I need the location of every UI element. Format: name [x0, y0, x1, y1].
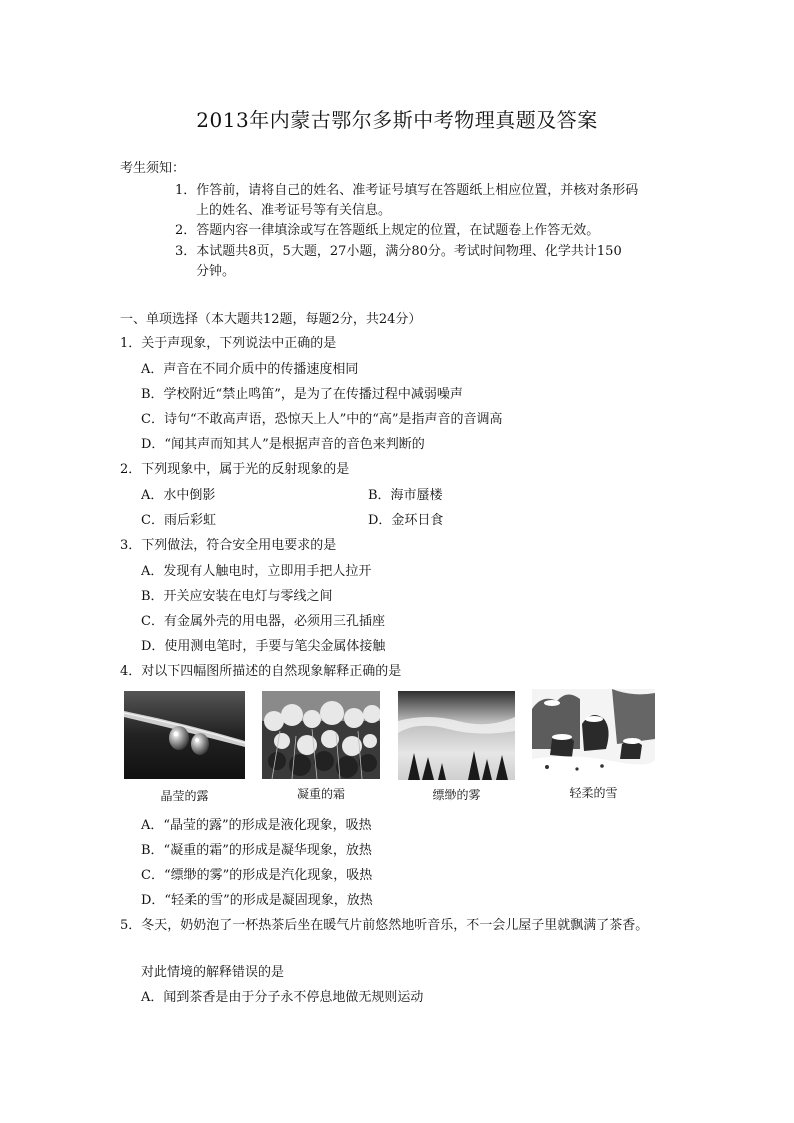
- notice-item-2: 2．答题内容一律填涂或写在答题纸上规定的位置，在试题卷上作答无效。: [175, 223, 600, 238]
- question-2-option-a: A．水中倒影: [141, 488, 216, 503]
- question-3-stem: 3．下列做法，符合安全用电要求的是: [120, 538, 337, 553]
- question-1-stem: 1．关于声现象，下列说法中正确的是: [120, 336, 337, 351]
- notice-item-3: 3．本试题共8页，5大题，27小题，满分80分。考试时间物理、化学共计150: [175, 244, 622, 259]
- question-3-option-a: A．发现有人触电时，立即用手把人拉开: [141, 564, 372, 579]
- fog-photo: [398, 691, 515, 780]
- snow-photo: [532, 689, 655, 777]
- question-3-option-d: D．使用测电笔时，手要与笔尖金属体接触: [141, 639, 386, 654]
- question-2-option-b: B．海市蜃楼: [368, 488, 443, 503]
- question-5-stem: 5．冬天，奶奶泡了一杯热茶后坐在暖气片前悠然地听音乐，不一会儿屋子里就飘满了茶香。: [120, 918, 649, 933]
- question-5-option-a: A．闻到茶香是由于分子永不停息地做无规则运动: [141, 990, 424, 1005]
- notice-heading: 考生须知：: [120, 161, 186, 176]
- question-1-option-a: A．声音在不同介质中的传播速度相同: [141, 362, 359, 377]
- question-5-subprompt: 对此情境的解释错误的是: [141, 965, 285, 980]
- question-4-option-b: B．“凝重的霜”的形成是凝华现象，放热: [141, 843, 372, 858]
- question-2-stem: 2．下列现象中，属于光的反射现象的是: [120, 462, 350, 477]
- question-1-option-c: C．诗句“不敢高声语，恐惊天上人”中的“高”是指声音的音调高: [141, 412, 503, 427]
- question-1-option-d: D．“闻其声而知其人”是根据声音的音色来判断的: [141, 437, 425, 452]
- caption-frost: 凝重的霜: [296, 787, 345, 801]
- question-2-option-d: D．金环日食: [368, 513, 444, 528]
- question-3-option-c: C．有金属外壳的用电器，必须用三孔插座: [141, 614, 385, 629]
- question-4-option-c: C．“缥缈的雾”的形成是汽化现象，吸热: [141, 868, 373, 883]
- section-heading: 一、单项选择（本大题共12题，每题2分，共24分）: [120, 312, 422, 327]
- question-3-option-b: B．开关应安装在电灯与零线之间: [141, 589, 333, 604]
- frost-photo: [262, 691, 380, 779]
- page-title: 2013年内蒙古鄂尔多斯中考物理真题及答案: [196, 108, 598, 132]
- question-2-option-c: C．雨后彩虹: [141, 513, 216, 528]
- dew-photo: [124, 691, 245, 779]
- notice-item-1-cont: 上的姓名、准考证号等有关信息。: [196, 203, 392, 218]
- question-4-stem: 4．对以下四幅图所描述的自然现象解释正确的是: [120, 664, 402, 679]
- caption-dew: 晶莹的露: [160, 789, 209, 803]
- caption-snow: 轻柔的雪: [569, 786, 618, 800]
- caption-fog: 缥缈的雾: [432, 788, 481, 802]
- question-1-option-b: B．学校附近“禁止鸣笛”，是为了在传播过程中减弱噪声: [141, 387, 463, 402]
- question-4-option-d: D．“轻柔的雪”的形成是凝固现象，放热: [141, 893, 373, 908]
- notice-item-3-cont: 分钟。: [196, 264, 236, 279]
- question-4-option-a: A．“晶莹的露”的形成是液化现象，吸热: [141, 818, 372, 833]
- notice-item-1: 1．作答前，请将自己的姓名、准考证号填写在答题纸上相应位置，并核对条形码: [175, 183, 639, 198]
